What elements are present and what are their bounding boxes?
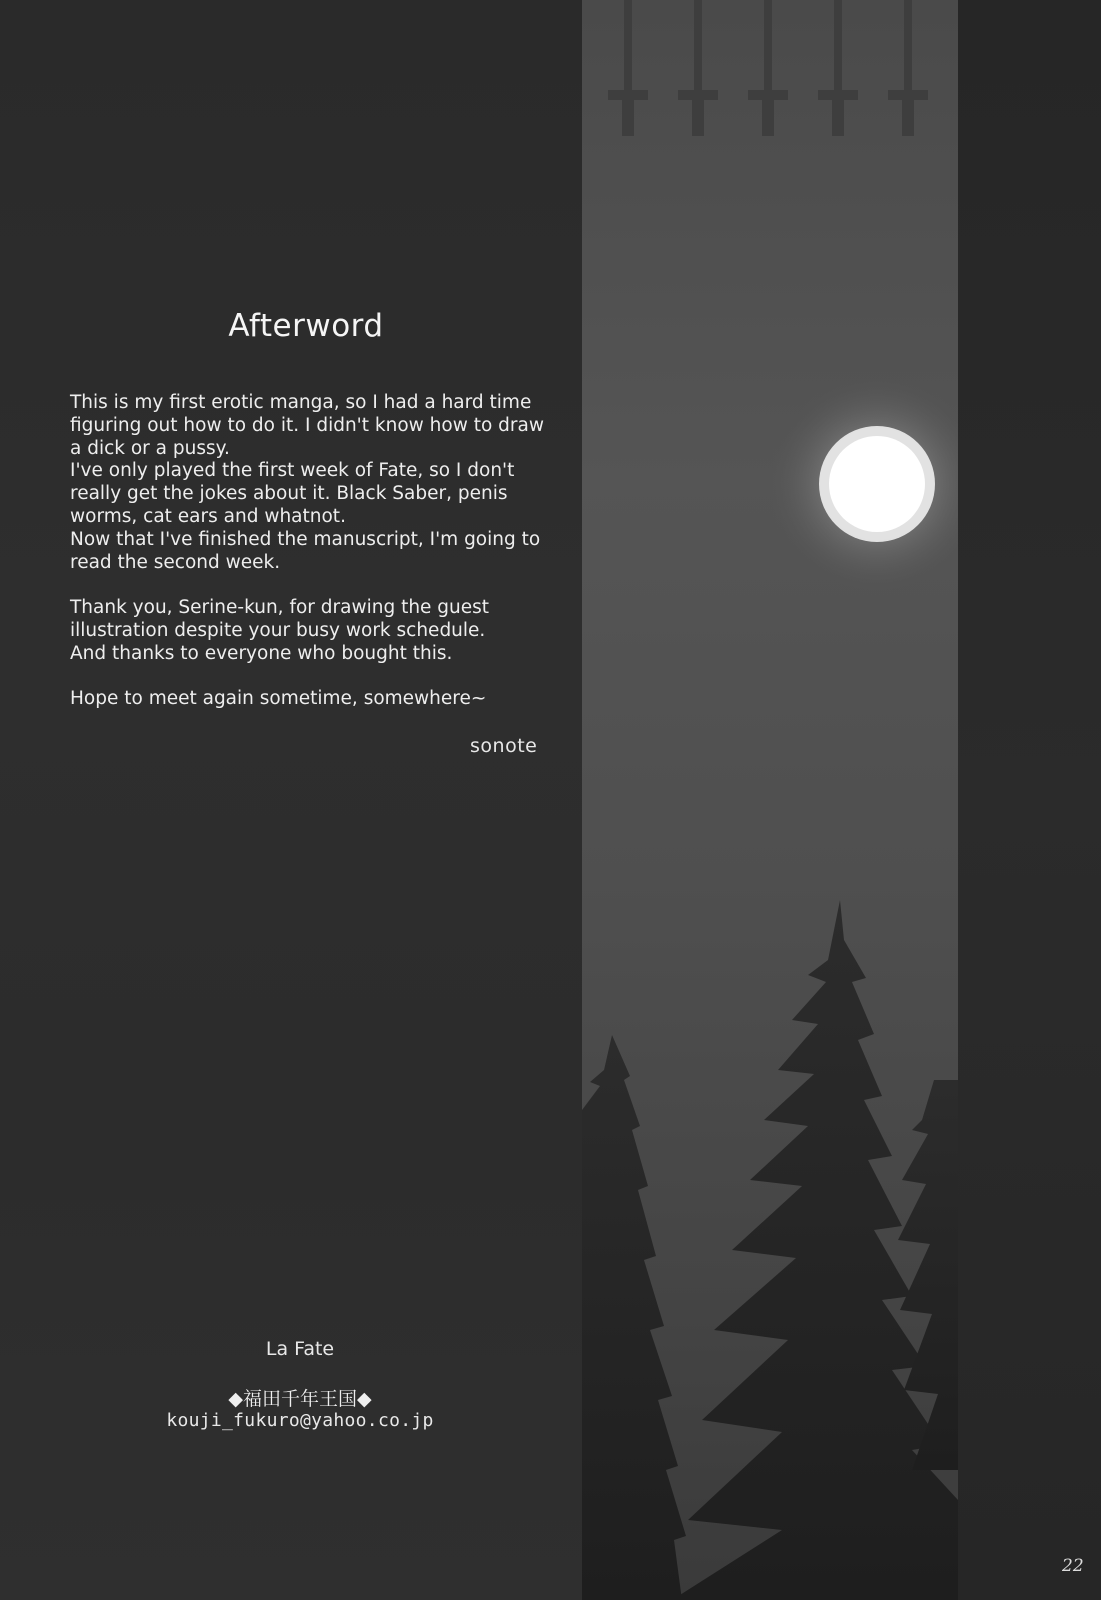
afterword-title: Afterword [228, 308, 384, 344]
sword-icon [678, 0, 718, 136]
full-moon-icon [767, 374, 958, 594]
circle-name: ◆福田千年王国◆ [228, 1388, 372, 1410]
right-margin-band [958, 0, 1101, 1600]
page-number: 22 [1062, 1556, 1084, 1576]
text-line: read the second week. [70, 551, 281, 573]
night-sky-photo [582, 0, 958, 1600]
sword-icon [608, 0, 648, 136]
text-line: really get the jokes about it. Black Saber, penis [70, 483, 508, 505]
text-line: This is my first erotic manga, so I had a hard time [70, 392, 532, 413]
afterword-paragraph-3 [70, 688, 590, 711]
author-signature: sonote [470, 735, 538, 757]
sword-icon [888, 0, 928, 136]
sword-icon [748, 0, 788, 136]
sword-silhouettes [608, 0, 928, 136]
text-line: a dick or a pussy. [70, 437, 230, 459]
conifer-tree-silhouettes [582, 900, 958, 1600]
afterword-body [70, 392, 590, 734]
text-line: Now that I've finished the manuscript, I'm going to [70, 528, 541, 550]
sword-icon [818, 0, 858, 136]
moon-and-trees-illustration [582, 0, 958, 1600]
text-line: Hope to meet again sometime, somewhere~ [70, 688, 487, 710]
afterword-paragraph-2 [70, 597, 590, 665]
afterword-paragraph-1 [70, 392, 590, 574]
text-line: illustration despite your busy work schedule. [70, 619, 486, 641]
contact-email: kouji_fukuro@yahoo.co.jp [166, 1410, 434, 1431]
text-line: Thank you, Serine-kun, for drawing the guest [70, 597, 490, 619]
text-line: And thanks to everyone who bought this. [70, 642, 453, 664]
text-line: figuring out how to do it. I didn't know how to draw [70, 414, 544, 436]
text-line: I've only played the first week of Fate, so I don't [70, 460, 515, 482]
book-title: La Fate [265, 1338, 335, 1360]
text-line: worms, cat ears and whatnot. [70, 505, 346, 527]
